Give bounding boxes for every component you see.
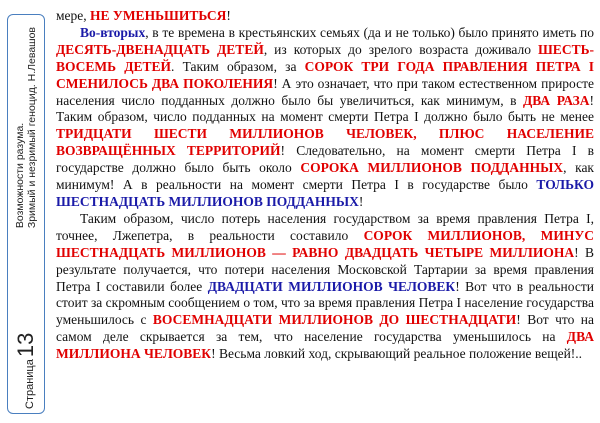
highlight-red: ДЕСЯТЬ-ДВЕНАДЦАТЬ ДЕТЕЙ <box>56 41 264 57</box>
highlight-blue: ТОЛЬКО ШЕСТНАДЦАТЬ МИЛЛИОНОВ ПОДДАННЫХ <box>56 177 594 209</box>
body-text <box>56 8 594 363</box>
highlight-red: СОРОК ТРИ ГОДА ПРАВЛЕНИЯ ПЕТРА I СМЕНИЛОСЬ ДВА ПОКОЛЕНИЯ <box>56 58 594 91</box>
text-run: ! Весьма ловкий ход, скрывающий реальное положение вещей!.. <box>211 346 583 362</box>
highlight-red: ДВА РАЗА <box>522 92 590 108</box>
text-run: ! <box>226 8 231 23</box>
highlight-red: ШЕСТЬ- ВОСЕМЬ ДЕТЕЙ <box>56 41 594 74</box>
text-run: мере, <box>56 8 91 23</box>
text-run: Таким образом, число потерь населения государством за время правления Петра I, точнее, Лжепетра, в реальности составило <box>56 210 594 243</box>
book-title-line1: Возможности разума. <box>14 122 26 229</box>
highlight-blue: ДВАДЦАТИ МИЛЛИОНОВ ЧЕЛОВЕК <box>207 278 456 294</box>
highlight-red: ТРИДЦАТИ ШЕСТИ МИЛЛИОНОВ ЧЕЛОВЕК, ПЛЮС НАСЕЛЕНИЕ ВОЗВРАЩЁННЫХ ТЕРРИТОРИЙ <box>56 126 594 159</box>
page-sidebar <box>7 14 45 414</box>
paragraph <box>56 25 594 211</box>
highlight-red: СОРОКА МИЛЛИОНОВ ПОДДАННЫХ <box>300 160 564 176</box>
text-run: ! А это означает, что при таком естественном приросте населения число подданных должно было бы увеличиться, как минимум, в <box>56 75 595 108</box>
page-number: 13 <box>13 332 38 358</box>
highlight-red: НЕ УМЕНЬШИТЬСЯ <box>90 8 227 23</box>
paragraph <box>56 8 594 25</box>
text-run: ! В результате получается, что потери населения Московской Тартарии за время правления Петра I составили более <box>56 244 594 294</box>
highlight-red: ДВА МИЛЛИОНА ЧЕЛОВЕК <box>56 329 594 362</box>
highlight-red: ВОСЕМНАДЦАТИ МИЛЛИОНОВ ДО ШЕСТНАДЦАТИ <box>152 312 517 328</box>
page-label-text: Страница <box>24 359 36 409</box>
text-run: , как минимум! А в реальности на момент смерти Петра I в государстве было <box>56 160 594 193</box>
text-run: , в те времена в крестьянских семьях (да и не только) было принято иметь по <box>145 24 594 40</box>
text-run: ! Следовательно, на момент смерти Петра I в государстве должно было быть около <box>56 143 594 176</box>
text-run: ! Вот что в реальности стоит за скромным сообщением о том, что за время правления Петра I население государства уменьшилось с <box>56 278 594 328</box>
book-title <box>14 19 38 228</box>
page-label <box>15 333 37 409</box>
text-run: , из которых до зрелого возраста доживало <box>263 41 538 57</box>
text-run: ! <box>358 193 364 209</box>
text-run: . Таким образом, за <box>171 58 305 74</box>
highlight-blue: Во-вторых <box>80 24 146 40</box>
book-title-line2: Зримый и незримый геноцид. Н.Левашов <box>26 27 38 229</box>
highlight-red: СОРОК МИЛЛИОНОВ, МИНУС ШЕСТНАДЦАТЬ МИЛЛИОНОВ — РАВНО ДВАДЦАТЬ ЧЕТЫРЕ МИЛЛИОНА <box>56 227 594 260</box>
paragraph <box>56 211 594 363</box>
text-run: ! Вот что на самом деле скрывается за тем, что население государства уменьшилось на <box>56 312 595 345</box>
text-run: ! Таким образом, число подданных на момент смерти Петра I должно было быть не менее <box>56 92 594 125</box>
sidebar-rotated-content <box>8 19 44 409</box>
